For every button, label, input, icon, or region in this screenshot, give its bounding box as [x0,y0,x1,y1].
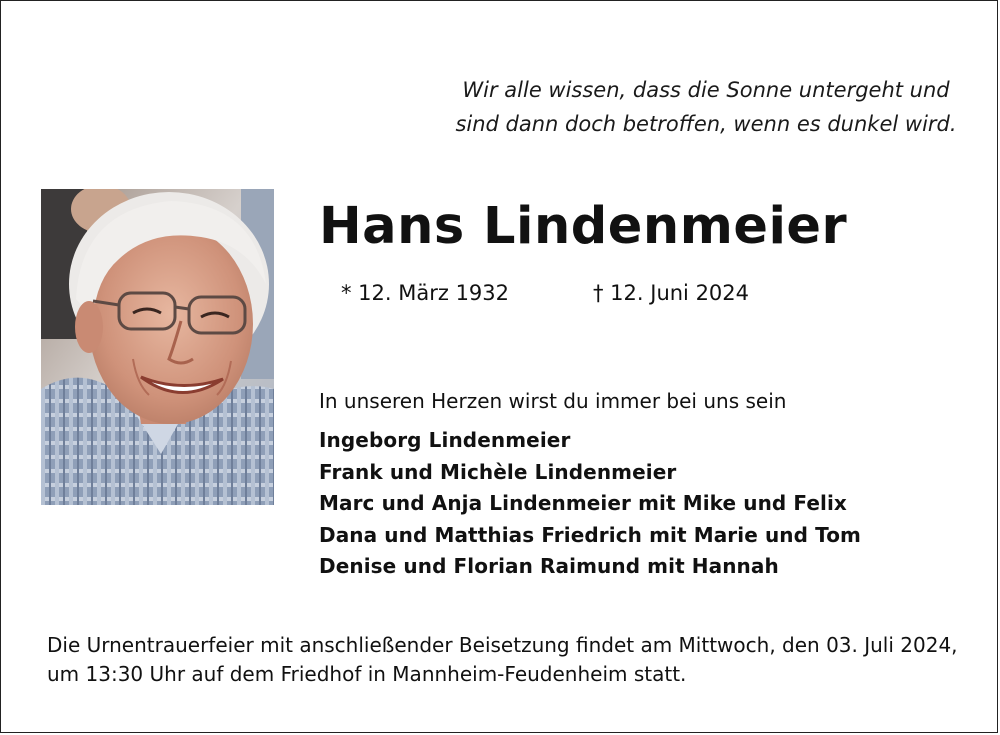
mourners-intro: In unseren Herzen wirst du immer bei uns sein [319,389,787,413]
list-item: Marc und Anja Lindenmeier mit Mike und Felix [319,491,847,515]
portrait-photo [41,189,274,505]
deceased-name: Hans Lindenmeier [319,197,848,256]
quote-line-2: sind dann doch betroffen, wenn es dunkel wird. [455,112,957,136]
list-item: Denise und Florian Raimund mit Hannah [319,554,779,578]
list-item: Dana und Matthias Friedrich mit Marie und Tom [319,522,861,547]
list-item: Frank und Michèle Lindenmeier [319,459,677,484]
service-notice-line-2: um 13:30 Uhr auf dem Friedhof in Mannheim-Feudenheim statt. [47,662,687,686]
service-notice-line-1: Die Urnentrauerfeier mit anschließender Beisetzung findet am Mittwoch, den 03. Juli 2024, [47,633,958,657]
birth-date: * 12. März 1932 [341,281,510,305]
death-date: † 12. Juni 2024 [593,281,750,305]
mourners-list [319,425,861,583]
service-notice [47,631,987,689]
list-item: Ingeborg Lindenmeier [319,428,571,452]
quote-line-1: Wir alle wissen, dass die Sonne untergeht und [462,78,950,102]
memorial-quote [441,73,971,141]
